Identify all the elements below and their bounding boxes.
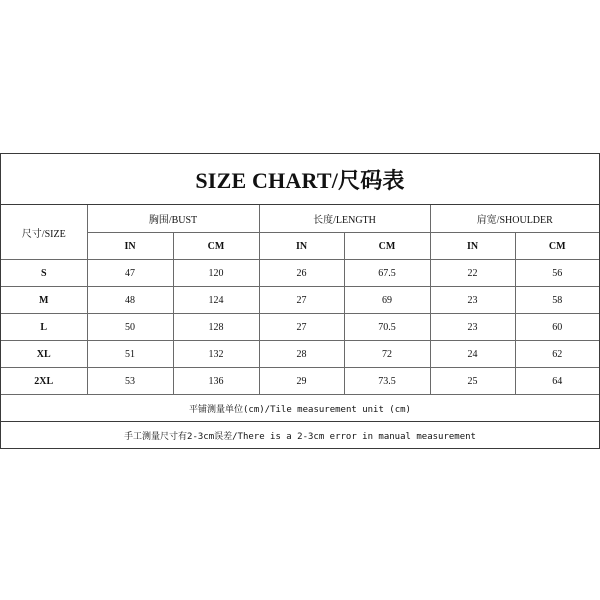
bust-cm-cell: 120 <box>173 260 259 287</box>
length-header: 长度/LENGTH <box>259 205 430 233</box>
length-cm-cell: 69 <box>344 287 430 314</box>
size-header: 尺寸/SIZE <box>1 205 87 260</box>
length-in-cell: 26 <box>259 260 344 287</box>
length-cm-cell: 67.5 <box>344 260 430 287</box>
table-row <box>1 314 599 341</box>
length-in-header: IN <box>259 233 344 260</box>
bust-in-cell: 47 <box>87 260 173 287</box>
shoulder-in-cell: 23 <box>430 314 515 341</box>
length-cm-cell: 73.5 <box>344 368 430 395</box>
header-unit-row <box>1 233 599 260</box>
shoulder-cm-cell: 58 <box>515 287 599 314</box>
bust-cm-header: CM <box>173 233 259 260</box>
bust-cm-cell: 124 <box>173 287 259 314</box>
bust-cm-cell: 132 <box>173 341 259 368</box>
bust-in-cell: 48 <box>87 287 173 314</box>
bust-in-cell: 50 <box>87 314 173 341</box>
table-row <box>1 368 599 395</box>
size-cell: XL <box>1 341 87 368</box>
size-chart <box>0 153 600 449</box>
size-table <box>1 205 599 395</box>
shoulder-cm-cell: 64 <box>515 368 599 395</box>
shoulder-cm-header: CM <box>515 233 599 260</box>
shoulder-in-cell: 23 <box>430 287 515 314</box>
length-in-cell: 27 <box>259 314 344 341</box>
shoulder-in-cell: 24 <box>430 341 515 368</box>
size-cell: L <box>1 314 87 341</box>
length-cm-header: CM <box>344 233 430 260</box>
bust-in-cell: 53 <box>87 368 173 395</box>
bust-cm-cell: 128 <box>173 314 259 341</box>
shoulder-cm-cell: 56 <box>515 260 599 287</box>
length-cm-cell: 72 <box>344 341 430 368</box>
length-cm-cell: 70.5 <box>344 314 430 341</box>
shoulder-header: 肩宽/SHOULDER <box>430 205 599 233</box>
shoulder-cm-cell: 62 <box>515 341 599 368</box>
shoulder-cm-cell: 60 <box>515 314 599 341</box>
length-in-cell: 29 <box>259 368 344 395</box>
measurement-error-note: 手工测量尺寸有2-3cm误差/There is a 2-3cm error in manual measurement <box>124 431 476 442</box>
bust-header: 胸围/BUST <box>87 205 259 233</box>
bust-in-cell: 51 <box>87 341 173 368</box>
length-in-cell: 27 <box>259 287 344 314</box>
size-cell: 2XL <box>1 368 87 395</box>
table-row <box>1 341 599 368</box>
table-row <box>1 260 599 287</box>
table-row <box>1 287 599 314</box>
shoulder-in-cell: 22 <box>430 260 515 287</box>
bust-in-header: IN <box>87 233 173 260</box>
length-in-cell: 28 <box>259 341 344 368</box>
chart-title: SIZE CHART/尺码表 <box>1 154 599 205</box>
bust-cm-cell: 136 <box>173 368 259 395</box>
size-cell: M <box>1 287 87 314</box>
shoulder-in-cell: 25 <box>430 368 515 395</box>
header-group-row <box>1 205 599 233</box>
size-cell: S <box>1 260 87 287</box>
shoulder-in-header: IN <box>430 233 515 260</box>
measurement-unit-note: 平铺测量单位(cm)/Tile measurement unit (cm) <box>1 395 599 422</box>
